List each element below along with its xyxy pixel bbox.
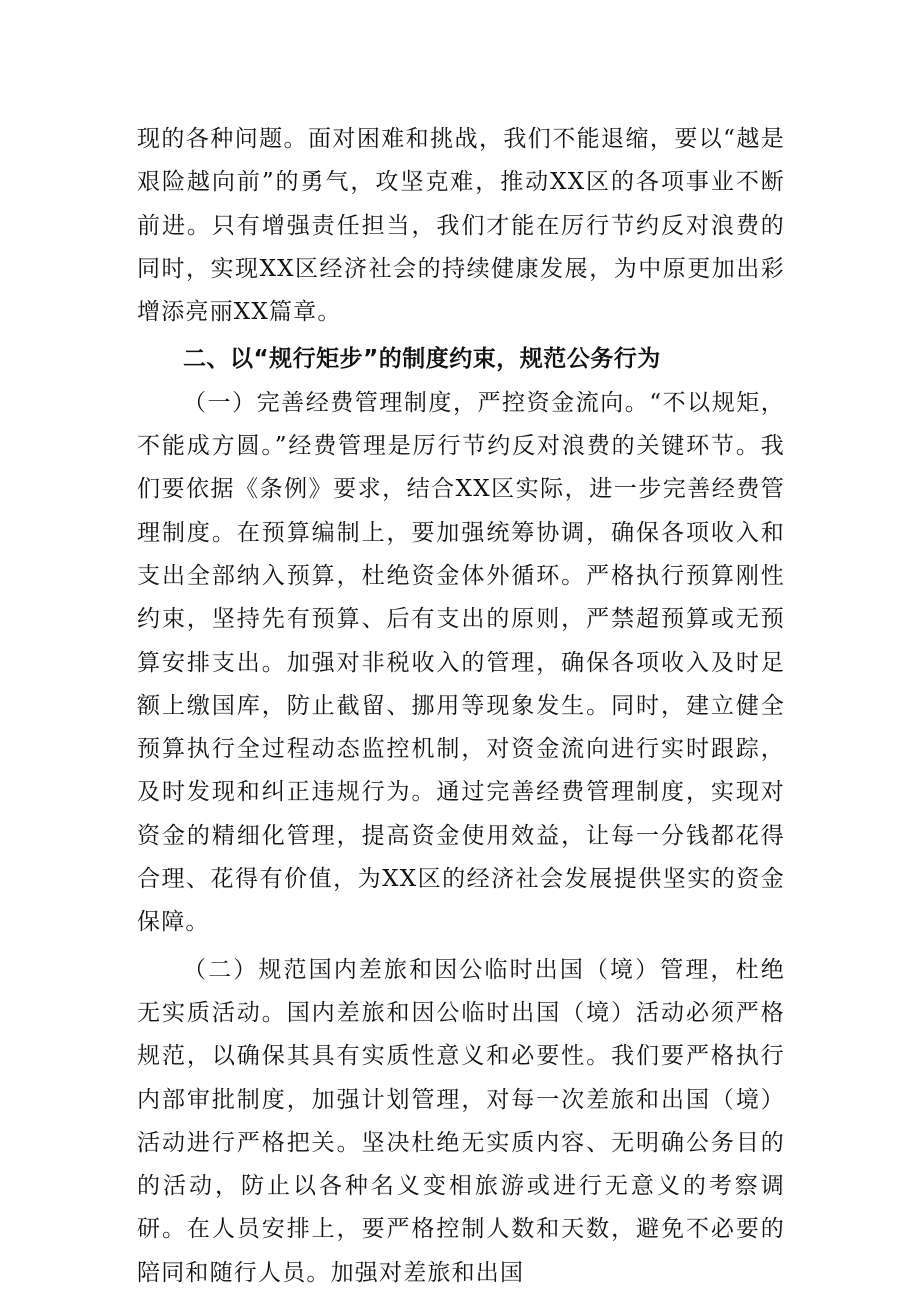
body-paragraph-1: 现的各种问题。面对困难和挑战，我们不能退缩，要以“越是艰险越向前”的勇气，攻坚克难，推动XX区的各项事业不断前进。只有增强责任担当，我们才能在厉行节约反对浪费的同时，实现XX区经济社会的持续健康发展，为中原更加出彩增添亮丽XX篇章。 — [137, 126, 785, 326]
document-page — [137, 118, 785, 1295]
section-heading: 二、以“规行矩步”的制度约束，规范公务行为 — [183, 346, 661, 373]
body-paragraph-2: （一）完善经费管理制度，严控资金流向。“不以规矩，不能成方圆。”经费管理是厉行节约反对浪费的关键环节。我们要依据《条例》要求，结合XX区实际，进一步完善经费管理制度。在预算编制上，要加强统筹协调，确保各项收入和支出全部纳入预算，杜绝资金体外循环。严格执行预算刚性约束，坚持先有预算、后有支出的原则，严禁超预算或无预算安排支出。加强对非税收入的管理，确保各项收入及时足额上缴国库，防止截留、挪用等现象发生。同时，建立健全预算执行全过程动态监控机制，对资金流向进行实时跟踪，及时发现和纠正违规行为。通过完善经费管理制度，实现对资金的精细化管理，提高资金使用效益，让每一分钱都花得合理、花得有价值，为XX区的经济社会发展提供坚实的资金保障。 — [137, 389, 785, 936]
body-paragraph-3: （二）规范国内差旅和因公临时出国（境）管理，杜绝无实质活动。国内差旅和因公临时出国（境）活动必须严格规范，以确保其具有实质性意义和必要性。我们要严格执行内部审批制度，加强计划管理，对每一次差旅和出国（境）活动进行严格把关。坚决杜绝无实质内容、无明确公务目的的活动，防止以各种名义变相旅游或进行无意义的考察调研。在人员安排上，要严格控制人数和天数，避免不必要的陪同和随行人员。加强对差旅和出国 — [137, 956, 785, 1286]
